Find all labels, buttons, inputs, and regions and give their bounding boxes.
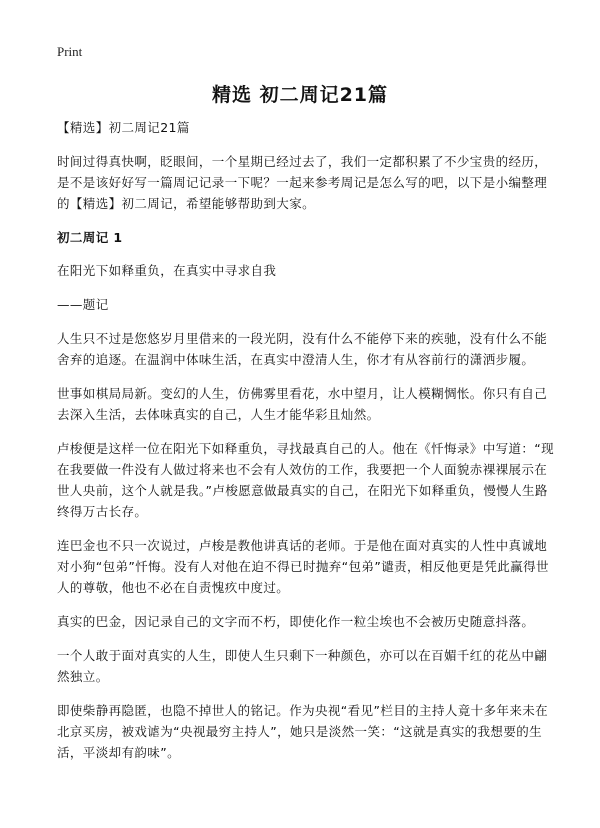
- document-body: [57, 117, 557, 776]
- document-subtitle: 【精选】初二周记21篇: [57, 120, 190, 135]
- print-link[interactable]: Print: [57, 44, 83, 59]
- essay-title: 在阳光下如释重负，在真实中寻求自我: [57, 263, 277, 278]
- body-paragraph: 即使柴静再隐匿，也隐不掉世人的铭记。作为央视“看见”栏目的主持人竟十多年来未在北京买房，被戏谑为“央视最穷主持人”，她只是淡然一笑：“这就是真实的我想要的生活，平淡却有韵味”。: [57, 703, 549, 760]
- page-title: 精选 初二周记21篇: [211, 84, 389, 106]
- intro-paragraph: 时间过得真快啊，眨眼间，一个星期已经过去了，我们一定都积累了不少宝贵的经历，是不是该好好写一篇周记记录一下呢？一起来参考周记是怎么写的吧，以下是小编整理的【精选】初二周记，希望能够帮助到大家。: [57, 154, 548, 211]
- body-paragraph: 连巴金也不只一次说过，卢梭是教他讲真话的老师。于是他在面对真实的人性中真诚地对小狗“包弟”忏悔。没有人对他在迫不得已时抛弃“包弟”谴责，相反他更是凭此赢得世人的尊敬，他也不必在自责愧疚中度过。: [57, 538, 549, 595]
- inscription: ——题记: [57, 297, 109, 312]
- body-paragraph: 卢梭便是这样一位在阳光下如释重负，寻找最真自己的人。他在《忏悔录》中写道：“现在我要做一件没有人做过将来也不会有人效仿的工作，我要把一个人面貌赤裸裸展示在世人央前，这个人就是我。”卢梭愿意做最真实的自己，在阳光下如释重负，慢慢人生路终得万古长存。: [57, 441, 555, 519]
- body-paragraph: 真实的巴金，因记录自己的文字而不朽，即使化作一粒尘埃也不会被历史随意抖落。: [57, 614, 535, 629]
- body-paragraph: 人生只不过是您悠岁月里借来的一段光阴，没有什么不能停下来的疾驰，没有什么不能舍弃的追逐。在温润中体味生活，在真实中澄清人生，你才有从容前行的潇洒步履。: [57, 331, 548, 367]
- section-heading: 初二周记 1: [57, 230, 123, 245]
- body-paragraph: 世事如棋局局新。变幻的人生，仿佛雾里看花，水中望月，让人模糊惆怅。你只有自己去深入生活，去体味真实的自己，人生才能华彩且灿然。: [57, 386, 548, 422]
- body-paragraph: 一个人敢于面对真实的人生，即使人生只剩下一种颜色，亦可以在百媚千红的花丛中翩然独立。: [57, 648, 548, 684]
